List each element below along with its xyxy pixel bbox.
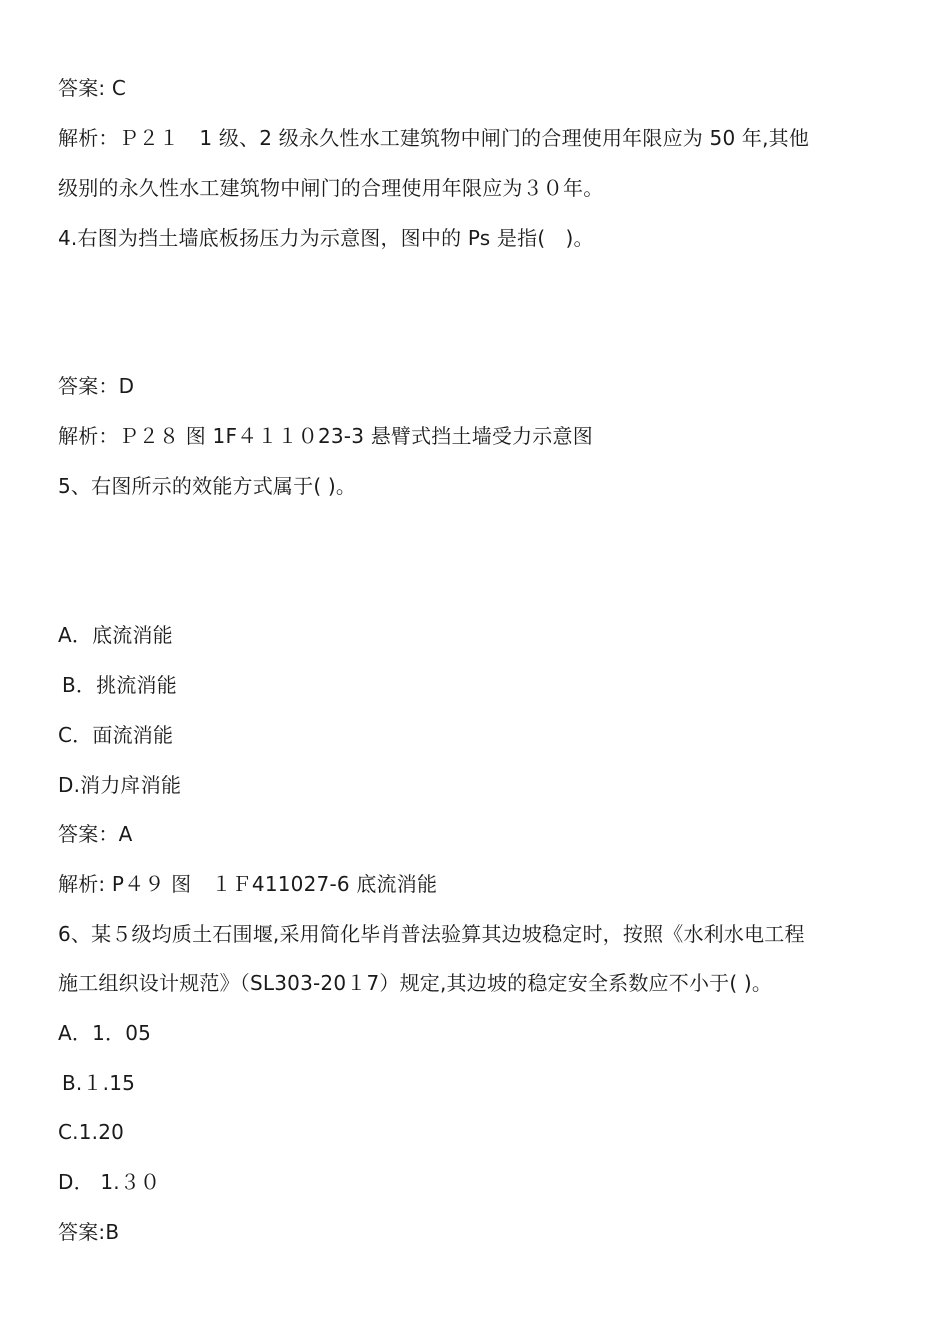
q5-option-d: D.消力戽消能 <box>58 773 182 797</box>
q4-analysis: 解析：Ｐ２８ 图 1F４１１０23-3 悬臂式挡土墙受力示意图 <box>58 424 593 448</box>
q5-option-a: A．底流消能 <box>58 623 173 647</box>
q5-answer: 答案：A <box>58 822 133 846</box>
q5-option-c: C．面流消能 <box>58 723 174 747</box>
q5-analysis: 解析: P４９ 图 １Ｆ411027-6 底流消能 <box>58 872 438 896</box>
q4-question: 4.右图为挡土墙底板扬压力为示意图，图中的 Ps 是指( )。 <box>58 226 594 250</box>
q3-answer: 答案: C <box>58 76 127 100</box>
q6-option-d: D． 1.３０ <box>58 1170 161 1194</box>
q3-analysis-line-1: 解析：Ｐ２１ 1 级、2 级永久性水工建筑物中闸门的合理使用年限应为 50 年,其他 <box>58 126 810 150</box>
q5-option-b: B．挑流消能 <box>62 673 177 697</box>
q6-option-a: A．1．05 <box>58 1021 152 1045</box>
q6-question-line-2: 施工组织设计规范》（SL303-20１7）规定,其边坡的稳定安全系数应不小于( )。 <box>58 971 773 995</box>
q5-question: 5、右图所示的效能方式属于( )。 <box>58 474 357 498</box>
q6-option-b: B.１.15 <box>62 1071 136 1095</box>
q6-answer: 答案:B <box>58 1220 120 1244</box>
q6-option-c: C.1.20 <box>58 1120 125 1144</box>
q4-answer: 答案：D <box>58 374 135 398</box>
q6-question-line-1: 6、某５级均质土石围堰,采用简化毕肖普法验算其边坡稳定时，按照《水利水电工程 <box>58 922 805 946</box>
q3-analysis-line-2: 级别的永久性水工建筑物中闸门的合理使用年限应为３０年。 <box>58 176 604 200</box>
